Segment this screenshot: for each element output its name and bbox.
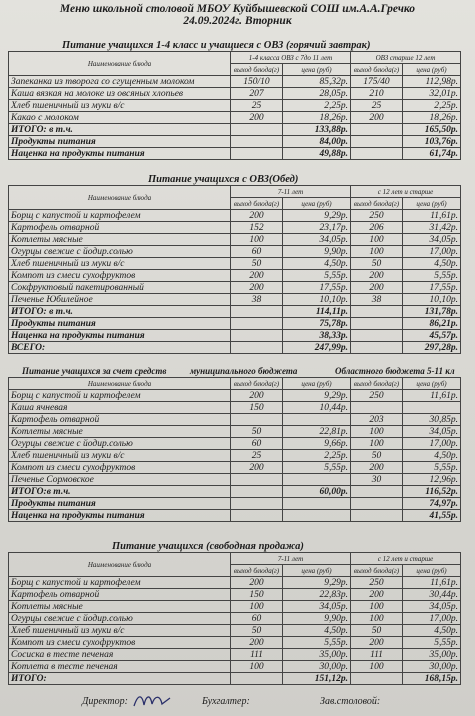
price: 32,01р. [403, 88, 461, 100]
portion-weight [231, 474, 283, 486]
price: 297,28р. [403, 342, 461, 354]
total-row [9, 342, 461, 354]
canteen-head-signature-label: Зав.столовой: [320, 696, 381, 707]
portion-weight: 250 [351, 577, 403, 589]
price: 5,55р. [403, 462, 461, 474]
dish-name: Хлеб пшеничный из муки в/с [9, 450, 231, 462]
portion-weight: 207 [231, 88, 283, 100]
dish-name: Компот из смеси сухофруктов [9, 637, 231, 649]
portion-weight: 200 [231, 577, 283, 589]
portion-weight [231, 486, 283, 498]
portion-weight: 50 [231, 625, 283, 637]
price: 23,17р. [283, 222, 351, 234]
section-title-municipal: муниципального бюджета [190, 366, 298, 376]
weight-col-header: выход блюда(г) [351, 198, 403, 210]
dish-name: Какао с молоком [9, 112, 231, 124]
portion-weight: 50 [351, 450, 403, 462]
group-b-header: с 12 лет и старше [351, 186, 461, 198]
dish-row [9, 282, 461, 294]
portion-weight: 150 [231, 402, 283, 414]
portion-weight: 50 [351, 258, 403, 270]
section-title-breakfast: Питание учащихся 1-4 класс и учащиеся с ОВЗ (горячий завтрак) [62, 40, 371, 51]
price: 2,25р. [403, 100, 461, 112]
portion-weight: 25 [231, 450, 283, 462]
portion-weight: 152 [231, 222, 283, 234]
dish-name: Компот из смеси сухофруктов [9, 270, 231, 282]
dish-name: Каша ячневая [9, 402, 231, 414]
price-col-header: цена (руб) [283, 198, 351, 210]
menu-date: 24.09.2024г. Вторник [183, 15, 292, 27]
dish-row [9, 112, 461, 124]
total-row [9, 486, 461, 498]
dish-name: Огурцы свежие с йодир.солью [9, 246, 231, 258]
name-col-header: Наименование блюда [9, 186, 231, 210]
portion-weight: 100 [351, 438, 403, 450]
group-b-header: с 12 лет и старше [351, 553, 461, 565]
price: 18,26р. [403, 112, 461, 124]
price: 9,66р. [283, 438, 351, 450]
dish-name: ВСЕГО: [9, 342, 231, 354]
total-row [9, 124, 461, 136]
price: 49,88р. [283, 148, 351, 160]
price-col-header: цена (руб) [283, 378, 351, 390]
dish-row [9, 76, 461, 88]
weight-col-header: выход блюда(г) [231, 378, 283, 390]
price: 75,78р. [283, 318, 351, 330]
price: 34,05р. [403, 426, 461, 438]
price: 4,50р. [403, 450, 461, 462]
dish-name: Запеканка из творога со сгущенным молоком [9, 76, 231, 88]
section-title-lunch: Питание учащихся с ОВЗ(Обед) [148, 174, 299, 185]
portion-weight [351, 306, 403, 318]
portion-weight [351, 510, 403, 522]
dish-row [9, 649, 461, 661]
price: 247,99р. [283, 342, 351, 354]
dish-name: Картофель отварной [9, 222, 231, 234]
price: 17,00р. [403, 438, 461, 450]
price: 17,55р. [283, 282, 351, 294]
portion-weight: 38 [351, 294, 403, 306]
portion-weight: 200 [231, 270, 283, 282]
portion-weight [231, 136, 283, 148]
price: 5,55р. [283, 462, 351, 474]
portion-weight: 50 [231, 258, 283, 270]
portion-weight [231, 673, 283, 685]
portion-weight: 203 [351, 414, 403, 426]
weight-col-header: выход блюда(г) [351, 565, 403, 577]
dish-name: Печенье Юбилейное [9, 294, 231, 306]
total-row [9, 136, 461, 148]
portion-weight: 200 [351, 637, 403, 649]
portion-weight [231, 148, 283, 160]
dish-row [9, 100, 461, 112]
dish-row [9, 258, 461, 270]
portion-weight: 200 [231, 112, 283, 124]
price: 35,00р. [283, 649, 351, 661]
price: 9,29р. [283, 210, 351, 222]
dish-name: Огурцы свежие с йодир.солью [9, 613, 231, 625]
total-row [9, 673, 461, 685]
price: 38,33р. [283, 330, 351, 342]
price: 34,05р. [283, 601, 351, 613]
price: 112,98р. [403, 76, 461, 88]
portion-weight: 50 [351, 625, 403, 637]
dish-name: Сосиска в тесте печеная [9, 649, 231, 661]
price [283, 474, 351, 486]
portion-weight [351, 673, 403, 685]
dish-name: Продукты питания [9, 318, 231, 330]
dish-name: Наценка на продукты питания [9, 148, 231, 160]
price: 34,05р. [403, 234, 461, 246]
price: 2,25р. [283, 450, 351, 462]
price: 18,26р. [283, 112, 351, 124]
price: 30,00р. [403, 661, 461, 673]
portion-weight: 100 [351, 426, 403, 438]
portion-weight: 210 [351, 88, 403, 100]
portion-weight: 200 [351, 462, 403, 474]
price: 61,74р. [403, 148, 461, 160]
price: 74,97р. [403, 498, 461, 510]
portion-weight: 200 [231, 462, 283, 474]
dish-name: Каша вязкая на молоке из овсяных хлопьев [9, 88, 231, 100]
price: 17,00р. [403, 246, 461, 258]
dish-row [9, 474, 461, 486]
total-row [9, 330, 461, 342]
price: 11,61р. [403, 390, 461, 402]
free-sale-table [8, 552, 461, 685]
price: 4,50р. [403, 258, 461, 270]
price: 133,88р. [283, 124, 351, 136]
portion-weight: 250 [351, 210, 403, 222]
portion-weight: 60 [231, 438, 283, 450]
price [283, 510, 351, 522]
dish-row [9, 462, 461, 474]
dish-row [9, 390, 461, 402]
portion-weight: 25 [231, 100, 283, 112]
weight-col-header: выход блюда(г) [351, 378, 403, 390]
price: 17,00р. [403, 613, 461, 625]
total-row [9, 306, 461, 318]
dish-name: Хлеб пшеничный из муки в/с [9, 100, 231, 112]
dish-name: ИТОГО: [9, 673, 231, 685]
price: 10,44р. [283, 402, 351, 414]
portion-weight: 100 [351, 613, 403, 625]
group-a-header: 7-11 лет [231, 186, 351, 198]
price: 5,55р. [283, 270, 351, 282]
price: 30,44р. [403, 589, 461, 601]
group-a-header: 7-11 лет [231, 553, 351, 565]
price [403, 402, 461, 414]
dish-row [9, 414, 461, 426]
dish-row [9, 589, 461, 601]
weight-col-header: выход блюда(г) [231, 198, 283, 210]
dish-row [9, 613, 461, 625]
portion-weight [351, 402, 403, 414]
price: 22,83р. [283, 589, 351, 601]
price: 86,21р. [403, 318, 461, 330]
dish-name: Сокфруктовый пакетированный [9, 282, 231, 294]
portion-weight [231, 414, 283, 426]
dish-name: ИТОГО: в т.ч. [9, 306, 231, 318]
lunch-table [8, 185, 461, 354]
name-col-header: Наименование блюда [9, 52, 231, 76]
dish-name: Компот из смеси сухофруктов [9, 462, 231, 474]
portion-weight: 60 [231, 246, 283, 258]
price: 5,55р. [283, 637, 351, 649]
portion-weight: 100 [351, 234, 403, 246]
weight-col-header: выход блюда(г) [231, 64, 283, 76]
portion-weight [351, 330, 403, 342]
price: 31,42р. [403, 222, 461, 234]
portion-weight: 50 [231, 426, 283, 438]
portion-weight [351, 486, 403, 498]
dish-name: Картофель отварной [9, 589, 231, 601]
portion-weight: 30 [351, 474, 403, 486]
price: 35,00р. [403, 649, 461, 661]
portion-weight: 111 [351, 649, 403, 661]
portion-weight [231, 124, 283, 136]
breakfast-table [8, 51, 461, 160]
dish-row [9, 88, 461, 100]
price: 4,50р. [283, 258, 351, 270]
section-title-free-sale: Питание учащихся (свободная продажа) [112, 541, 304, 552]
portion-weight [351, 342, 403, 354]
portion-weight: 100 [231, 601, 283, 613]
section-title-budget: Питание учащихся за счет средств [22, 366, 167, 376]
dish-name: ИТОГО: в т.ч. [9, 124, 231, 136]
portion-weight: 100 [351, 601, 403, 613]
budget-table [8, 377, 461, 522]
price: 10,10р. [283, 294, 351, 306]
price-col-header: цена (руб) [403, 378, 461, 390]
total-row [9, 318, 461, 330]
dish-name: Огурцы свежие с йодир.солью [9, 438, 231, 450]
weight-col-header: выход блюда(г) [231, 565, 283, 577]
portion-weight: 200 [351, 589, 403, 601]
portion-weight [351, 318, 403, 330]
price-col-header: цена (руб) [283, 64, 351, 76]
price: 9,90р. [283, 613, 351, 625]
portion-weight [351, 498, 403, 510]
price: 41,55р. [403, 510, 461, 522]
price: 10,10р. [403, 294, 461, 306]
portion-weight: 250 [351, 390, 403, 402]
portion-weight: 100 [231, 234, 283, 246]
portion-weight [351, 148, 403, 160]
portion-weight: 100 [231, 661, 283, 673]
dish-name: Хлеб пшеничный из муки в/с [9, 258, 231, 270]
price: 30,85р. [403, 414, 461, 426]
dish-name: Котлета в тесте печеная [9, 661, 231, 673]
price: 11,61р. [403, 577, 461, 589]
dish-name: Хлеб пшеничный из муки в/с [9, 625, 231, 637]
price: 84,00р. [283, 136, 351, 148]
portion-weight: 175/40 [351, 76, 403, 88]
dish-name: ИТОГО:в т.ч. [9, 486, 231, 498]
dish-name: Наценка на продукты питания [9, 330, 231, 342]
dish-row [9, 577, 461, 589]
menu-title: Меню школьной столовой МБОУ Куйбышевской СОШ им.А.А.Гречко [59, 3, 416, 15]
dish-name: Котлеты мясные [9, 234, 231, 246]
price: 4,50р. [403, 625, 461, 637]
price: 17,55р. [403, 282, 461, 294]
group-a-header: 1-4 класса ОВЗ с 7до 11 лет [231, 52, 351, 64]
price: 131,78р. [403, 306, 461, 318]
weight-col-header: выход блюда(г) [351, 64, 403, 76]
accountant-signature-label: Бухгалтер: [202, 696, 250, 707]
portion-weight: 200 [231, 390, 283, 402]
name-col-header: Наименование блюда [9, 378, 231, 390]
price: 85,32р. [283, 76, 351, 88]
director-signature-label: Директор: [82, 696, 128, 707]
portion-weight: 111 [231, 649, 283, 661]
total-row [9, 510, 461, 522]
dish-row [9, 222, 461, 234]
dish-row [9, 438, 461, 450]
price-col-header: цена (руб) [283, 565, 351, 577]
price: 5,55р. [403, 270, 461, 282]
portion-weight [351, 136, 403, 148]
portion-weight: 60 [231, 613, 283, 625]
price: 60,00р. [283, 486, 351, 498]
dish-name: Картофель отварной [9, 414, 231, 426]
dish-row [9, 402, 461, 414]
dish-name: Продукты питания [9, 498, 231, 510]
price-col-header: цена (руб) [403, 64, 461, 76]
portion-weight: 100 [351, 246, 403, 258]
group-b-header: ОВЗ старше 12 лет [351, 52, 461, 64]
price: 30,00р. [283, 661, 351, 673]
dish-row [9, 294, 461, 306]
dish-row [9, 270, 461, 282]
portion-weight: 200 [231, 210, 283, 222]
dish-name: Печенье Сормовское [9, 474, 231, 486]
dish-row [9, 637, 461, 649]
dish-row [9, 625, 461, 637]
price: 151,12р. [283, 673, 351, 685]
portion-weight [231, 330, 283, 342]
price-col-header: цена (руб) [403, 198, 461, 210]
dish-name: Котлеты мясные [9, 426, 231, 438]
portion-weight: 200 [231, 282, 283, 294]
total-row [9, 498, 461, 510]
portion-weight: 150 [231, 589, 283, 601]
price: 22,81р. [283, 426, 351, 438]
price: 114,11р. [283, 306, 351, 318]
dish-name: Продукты питания [9, 136, 231, 148]
director-signature [132, 690, 172, 710]
portion-weight: 150/10 [231, 76, 283, 88]
portion-weight [231, 498, 283, 510]
name-col-header: Наименование блюда [9, 553, 231, 577]
price: 165,50р. [403, 124, 461, 136]
price: 5,55р. [403, 637, 461, 649]
dish-row [9, 661, 461, 673]
portion-weight: 200 [351, 112, 403, 124]
price: 34,05р. [403, 601, 461, 613]
dish-row [9, 246, 461, 258]
dish-row [9, 210, 461, 222]
price: 4,50р. [283, 625, 351, 637]
portion-weight: 206 [351, 222, 403, 234]
dish-row [9, 426, 461, 438]
price: 168,15р. [403, 673, 461, 685]
price: 28,05р. [283, 88, 351, 100]
price: 45,57р. [403, 330, 461, 342]
dish-name: Борщ с капустой и картофелем [9, 577, 231, 589]
dish-row [9, 234, 461, 246]
price: 12,96р. [403, 474, 461, 486]
price [283, 414, 351, 426]
price: 34,05р. [283, 234, 351, 246]
price: 9,90р. [283, 246, 351, 258]
total-row [9, 148, 461, 160]
price: 2,25р. [283, 100, 351, 112]
portion-weight [231, 318, 283, 330]
price [283, 498, 351, 510]
price: 11,61р. [403, 210, 461, 222]
portion-weight [351, 124, 403, 136]
portion-weight [231, 342, 283, 354]
dish-name: Борщ с капустой и картофелем [9, 210, 231, 222]
portion-weight [231, 510, 283, 522]
price: 9,29р. [283, 577, 351, 589]
portion-weight: 200 [351, 270, 403, 282]
section-title-regional: Областного бюджета 5-11 кл [335, 366, 455, 376]
portion-weight [231, 306, 283, 318]
price: 9,29р. [283, 390, 351, 402]
portion-weight: 25 [351, 100, 403, 112]
portion-weight: 38 [231, 294, 283, 306]
portion-weight: 100 [351, 661, 403, 673]
portion-weight: 200 [351, 282, 403, 294]
price: 103,76р. [403, 136, 461, 148]
price-col-header: цена (руб) [403, 565, 461, 577]
dish-row [9, 601, 461, 613]
dish-name: Котлеты мясные [9, 601, 231, 613]
dish-row [9, 450, 461, 462]
price: 116,52р. [403, 486, 461, 498]
portion-weight: 200 [231, 637, 283, 649]
dish-name: Наценка на продукты питания [9, 510, 231, 522]
dish-name: Борщ с капустой и картофелем [9, 390, 231, 402]
